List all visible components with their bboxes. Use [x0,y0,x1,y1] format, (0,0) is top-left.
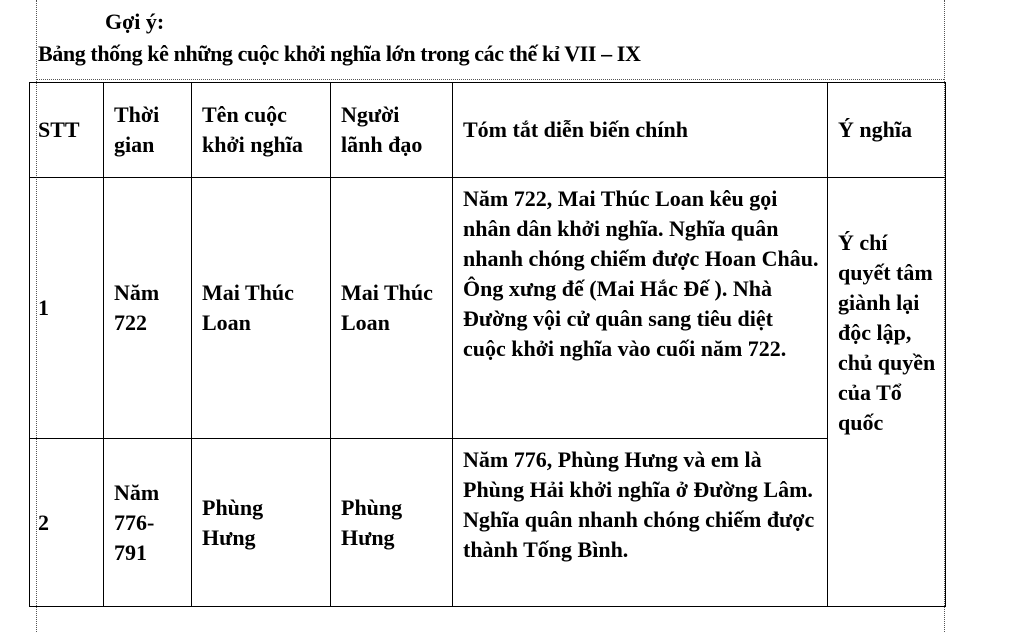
cell-stt: 2 [30,439,104,607]
cell-time: Năm 722 [104,178,192,439]
table-row [30,178,946,439]
cell-leader: Phùng Hưng [331,439,453,607]
hint-label: Gợi ý: [105,9,165,34]
header-name: Tên cuộc khởi nghĩa [192,83,331,178]
cell-summary: Năm 776, Phùng Hưng và em là Phùng Hải khởi nghĩa ở Đường Lâm. Nghĩa quân nhanh chóng chiếm được thành Tống Bình. [453,439,828,607]
cell-summary: Năm 722, Mai Thúc Loan kêu gọi nhân dân khởi nghĩa. Nghĩa quân nhanh chóng chiếm được Hoan Châu. Ông xưng đế (Mai Hắc Đế ). Nhà Đường vội cử quân sang tiêu diệt cuộc khởi nghĩa vào cuối năm 722. [453,178,828,439]
document-title: Bảng thống kê những cuộc khởi nghĩa lớn trong các thế kỉ VII – IX [38,41,641,66]
header-summary: Tóm tắt diễn biến chính [453,83,828,178]
cell-meaning: Ý chí quyết tâm giành lại độc lập, chủ quyền của Tổ quốc [828,178,946,607]
cell-stt: 1 [30,178,104,439]
table-header-row [30,83,946,178]
header-stt: STT [30,83,104,178]
cell-name: Mai Thúc Loan [192,178,331,439]
header-meaning: Ý nghĩa [828,83,946,178]
header-time: Thời gian [104,83,192,178]
cell-name: Phùng Hưng [192,439,331,607]
header-leader: Người lãnh đạo [331,83,453,178]
margin-guide-top [36,79,944,80]
cell-leader: Mai Thúc Loan [331,178,453,439]
cell-time: Năm 776-791 [104,439,192,607]
table-row [30,439,946,607]
uprisings-table [29,82,946,607]
